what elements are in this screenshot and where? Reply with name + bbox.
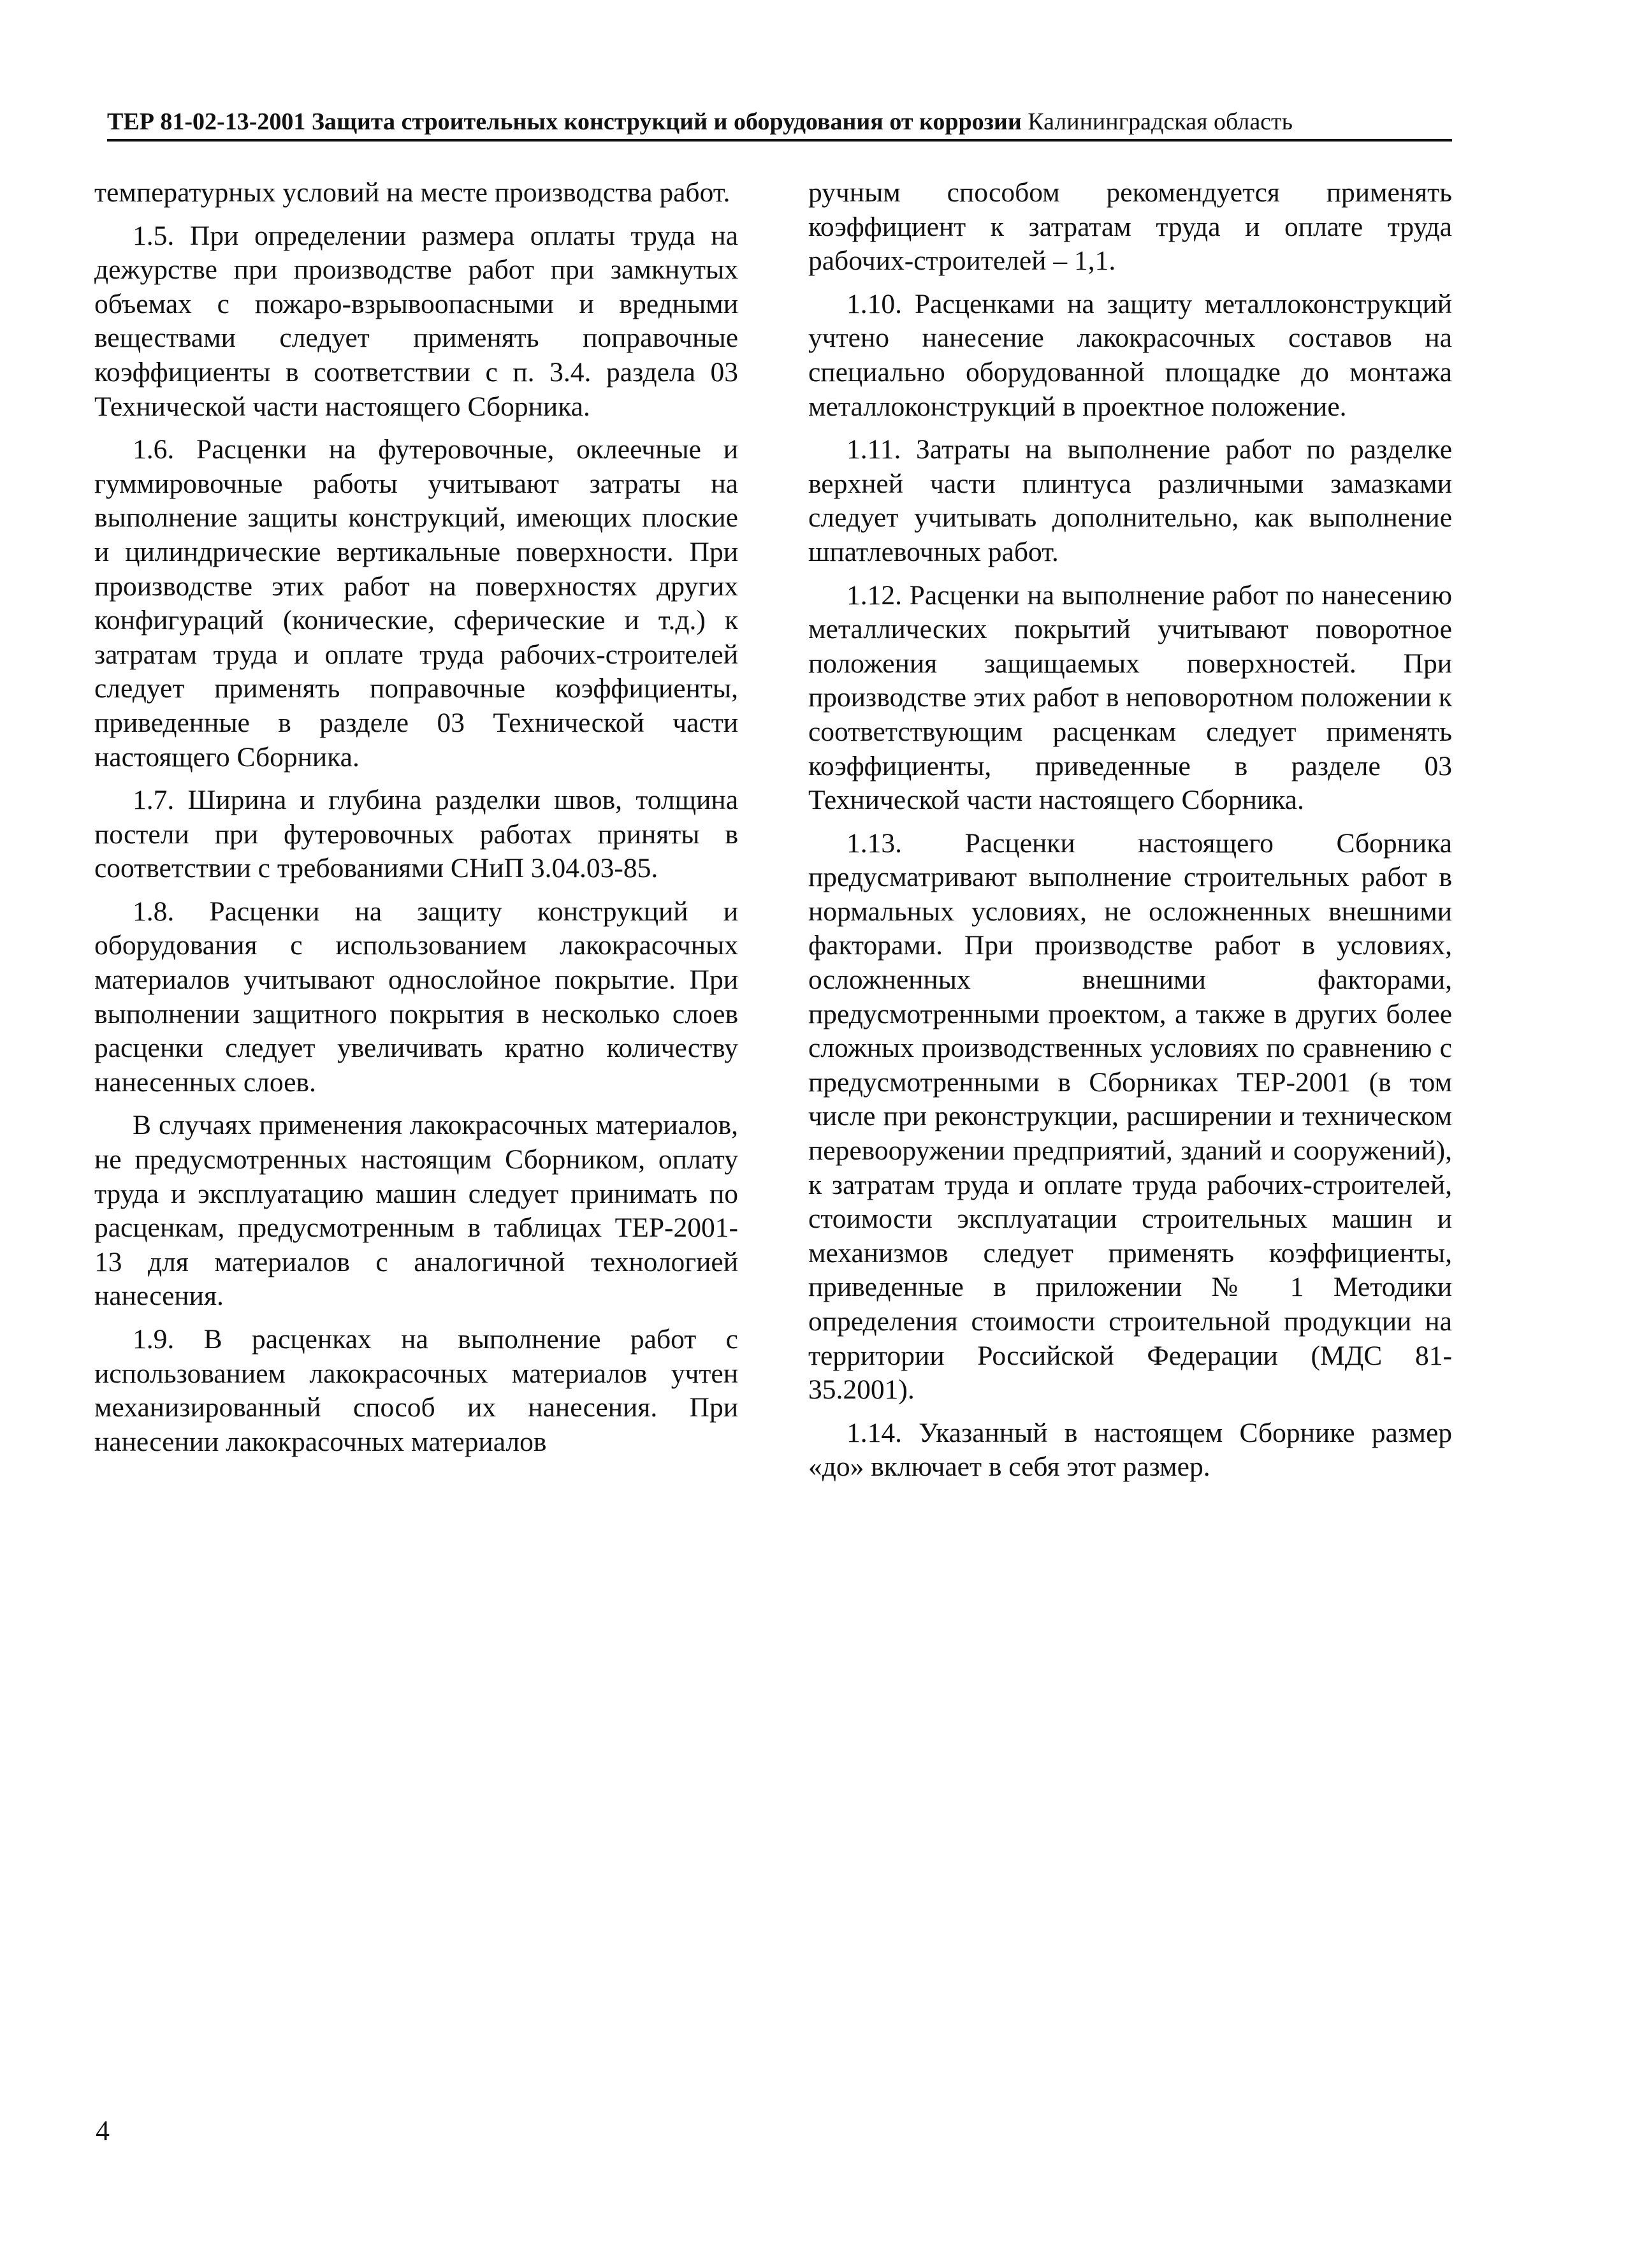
paragraph-1-9: 1.9. В расценках на выполнение работ с использованием лакокрасочных материалов учтен механизированный способ их нанесения. При нанесении лакокрасочных материалов — [94, 1324, 738, 1457]
page-number: 4 — [96, 2115, 110, 2146]
paragraph-1-9-cont: ручным способом рекомендуется применять коэффициент к затратам труда и оплате труда рабочих-строителей – 1,1. — [808, 177, 1452, 277]
paragraph-1-14: 1.14. Указанный в настоящем Сборнике размер «до» включает в себя этот размер. — [808, 1417, 1452, 1483]
paragraph-1-13: 1.13. Расценки настоящего Сборника предусматривают выполнение строительных работ в нормальных условиях, не осложненных внешними факторами. При производстве работ в условиях, осложненных внешними факторами, предусмотренными проектом, а также в других более сложных производственных условиях по сравнению с предусмотренными в Сборниках ТЕР-2001 (в том числе при реконструкции, расширении и техническом перевооружении предприятий, зданий и сооружений), к затратам труда и оплате труда рабочих-строителей, стоимости эксплуатации строительных машин и механизмов следует применять коэффициенты, приведенные в приложении № 1 Методики определения стоимости строительной продукции на территории Российской Федерации (МДС 81-35.2001). — [808, 827, 1452, 1406]
running-header — [107, 106, 1452, 144]
paragraph-1-12: 1.12. Расценки на выполнение работ по нанесению металлических покрытий учитывают поворотное положения защищаемых поверхностей. При производстве этих работ в неповоротном положении к соответствующим расценкам следует применять коэффициенты, приведенные в разделе 03 Технической части настоящего Сборника. — [808, 579, 1452, 816]
paragraph-continuation: температурных условий на месте производства работ. — [94, 177, 730, 208]
header-document-title: ТЕР 81-02-13-2001 Защита строительных конструкций и оборудования от коррозии — [107, 108, 1022, 135]
paragraph-1-5: 1.5. При определении размера оплаты труда на дежурстве при производстве работ при замкнутых объемах с пожаро-взрывоопасными и вредными веществами следует применять поправочные коэффициенты в соответствии с п. 3.4. раздела 03 Технической части настоящего Сборника. — [94, 220, 738, 422]
paragraph-1-8-cont: В случаях применения лакокрасочных материалов, не предусмотренных настоящим Сборником, оплату труда и эксплуатацию машин следует принимать по расценкам, предусмотренным в таблицах ТЕР-2001-13 для материалов с аналогичной технологией нанесения. — [94, 1110, 738, 1312]
paragraph-1-8: 1.8. Расценки на защиту конструкций и оборудования с использованием лакокрасочных материалов учитывают однослойное покрытие. При выполнении защитного покрытия в несколько слоев расценки следует увеличивать кратно количеству нанесенных слоев. — [94, 896, 738, 1098]
paragraph-1-6: 1.6. Расценки на футеровочные, оклеечные и гуммировочные работы учитывают затраты на выполнение защиты конструкций, имеющих плоские и цилиндрические вертикальные поверхности. При производстве этих работ на поверхностях других конфигураций (конические, сферические и т.д.) к затратам труда и оплате труда рабочих-строителей следует применять поправочные коэффициенты, приведенные в разделе 03 Технической части настоящего Сборника. — [94, 434, 738, 773]
paragraph-1-7: 1.7. Ширина и глубина разделки швов, толщина постели при футеровочных работах приняты в соответствии с требованиями СНиП 3.04.03-85. — [94, 785, 738, 884]
paragraph-1-10: 1.10. Расценками на защиту металлоконструкций учтено нанесение лакокрасочных составов на специально оборудованной площадке до монтажа металлоконструкций в проектное положение. — [808, 288, 1452, 422]
left-column — [94, 176, 738, 1468]
header-region: Калининградская область — [1021, 108, 1293, 135]
header-divider — [107, 139, 1452, 142]
paragraph-1-11: 1.11. Затраты на выполнение работ по разделке верхней части плинтуса различными замазками следует учитывать дополнительно, как выполнение шпатлевочных работ. — [808, 434, 1452, 567]
right-column — [808, 176, 1452, 1494]
